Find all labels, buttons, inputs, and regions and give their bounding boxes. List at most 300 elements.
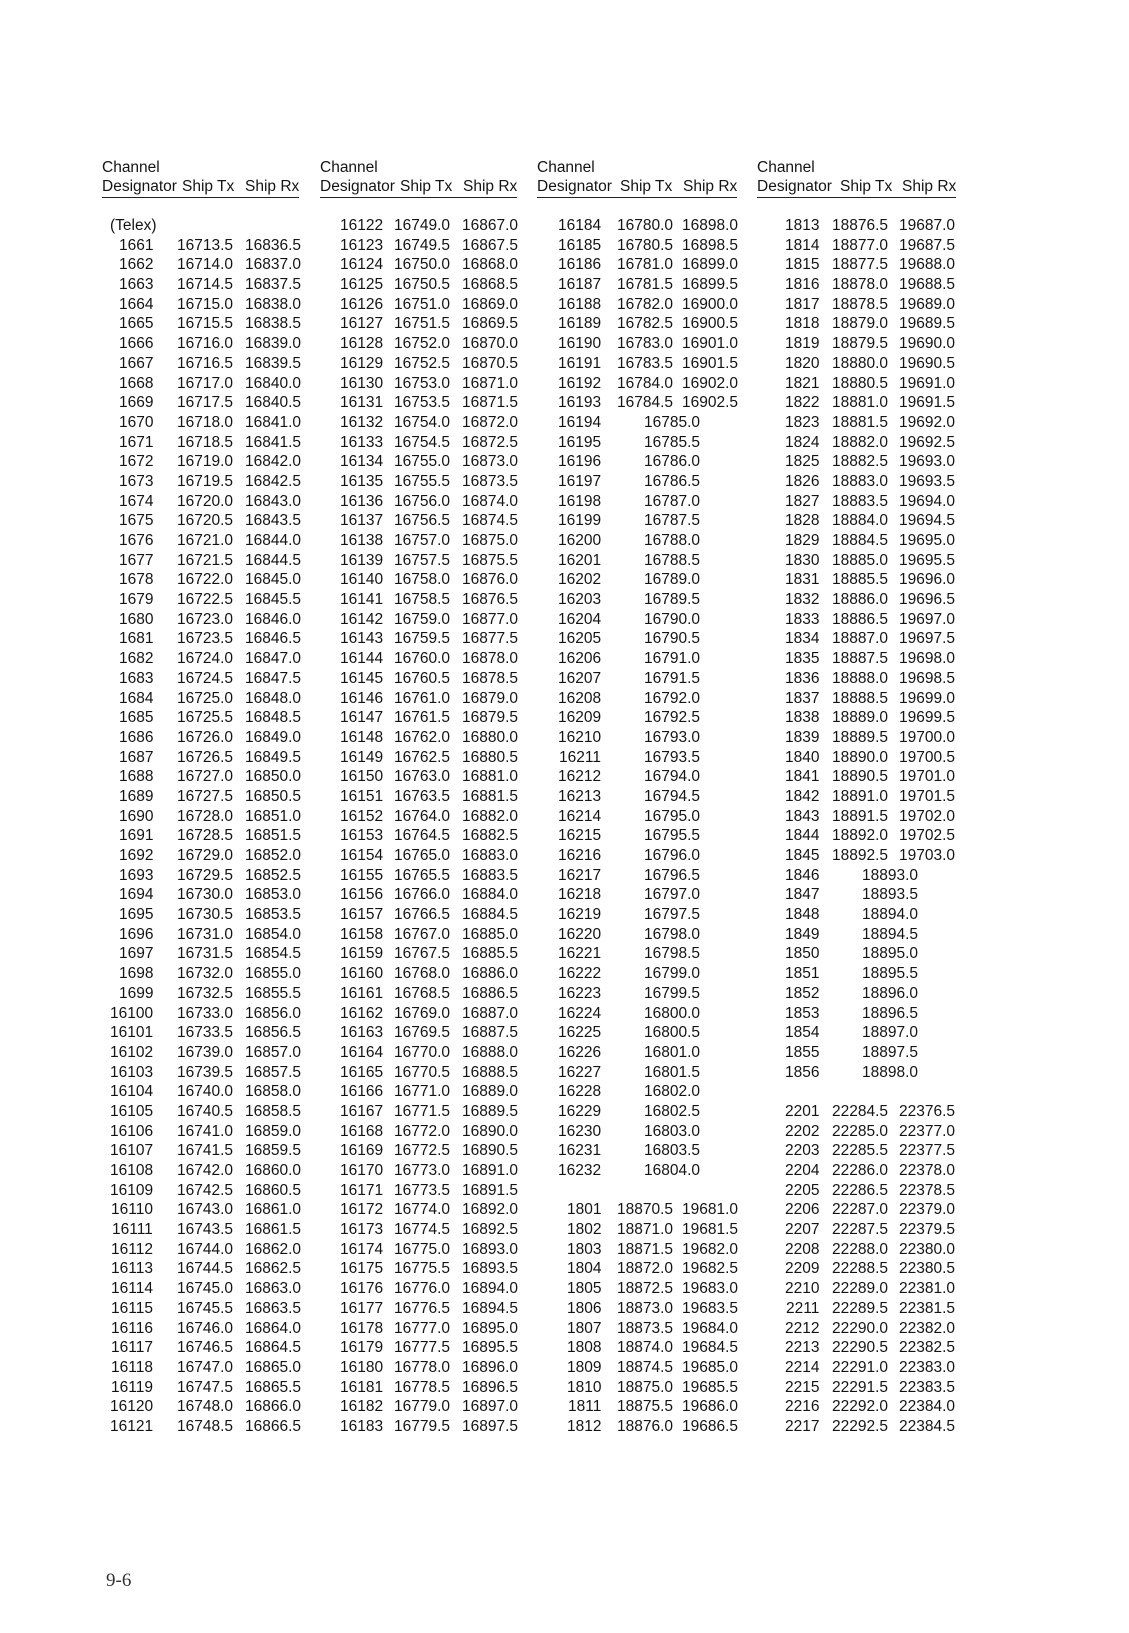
ship-rx-frequency: 19688.0 [899,256,956,274]
channel-designator: 1838 [785,709,820,727]
ship-tx-frequency: 18889.0 [832,709,889,727]
ship-tx-frequency: 16778.0 [394,1358,451,1376]
channel-designator: 16155 [340,866,384,884]
ship-tx-frequency: 16739.5 [177,1063,234,1081]
ship-tx-frequency: 16714.0 [177,256,234,274]
channel-designator: 16137 [340,512,384,530]
channel-designator: 1831 [785,571,820,589]
channel-designator: 16164 [340,1043,384,1061]
ship-tx-frequency: 16730.5 [177,906,234,924]
ship-tx-frequency: 18886.5 [832,610,889,628]
ship-tx-frequency: 16779.5 [394,1417,451,1435]
ship-rx-frequency: 16867.5 [462,236,519,254]
ship-tx-frequency: 16760.5 [394,669,451,687]
channel-designator: 16101 [110,1024,154,1042]
channel-designator: 16151 [340,787,384,805]
ship-tx-frequency: 16776.0 [394,1280,451,1298]
channel-designator: 1832 [785,591,820,609]
ship-rx-frequency: 22380.5 [899,1260,956,1278]
channel-designator: 16177 [340,1299,384,1317]
ship-tx-frequency: 16727.5 [177,787,234,805]
ship-tx-rx-frequency: 16791.0 [644,650,701,668]
channel-designator: 1806 [567,1299,602,1317]
ship-tx-rx-frequency: 16791.5 [644,669,701,687]
channel-designator: 1822 [785,394,820,412]
channel-designator: 2215 [785,1378,820,1396]
channel-designator: 16213 [558,787,602,805]
ship-rx-frequency: 16895.5 [462,1339,519,1357]
channel-designator: 16122 [340,217,384,234]
ship-tx-frequency: 16750.5 [394,276,451,294]
ship-tx-frequency: 18874.5 [617,1358,674,1376]
ship-rx-frequency: 22384.5 [899,1417,956,1435]
ship-rx-frequency: 16860.0 [245,1162,302,1179]
channel-designator: 16216 [558,847,602,864]
channel-designator: 1692 [119,847,154,864]
channel-designator: 16165 [340,1063,384,1081]
ship-rx-frequency: 19684.0 [682,1319,739,1337]
ship-rx-frequency: 16873.0 [462,453,519,471]
channel-designator: 16205 [558,630,602,648]
ship-rx-frequency: 16848.0 [245,689,302,707]
ship-tx-frequency: 18875.5 [617,1398,674,1416]
ship-tx-frequency: 16766.5 [394,906,451,924]
channel-designator: 1855 [785,1043,820,1061]
channel-designator: 1666 [119,335,154,353]
channel-designator: 1816 [785,276,820,294]
ship-tx-frequency: 18883.5 [832,492,889,510]
channel-designator: 16211 [559,748,601,766]
channel-designator: 16175 [340,1260,384,1278]
channel-designator: 1661 [119,236,154,254]
ship-rx-frequency: 16899.0 [682,256,739,274]
ship-rx-frequency: 22377.0 [899,1122,956,1140]
ship-rx-frequency: 16854.5 [245,945,302,963]
channel-designator: 1819 [785,335,820,353]
ship-tx-frequency: 16751.0 [394,295,451,313]
channel-designator: 16100 [110,1004,154,1022]
ship-tx-rx-frequency: 16790.5 [644,630,701,648]
channel-designator: 16226 [558,1043,602,1061]
ship-tx-frequency: 16778.5 [394,1378,451,1396]
ship-tx-frequency: 22285.5 [832,1142,889,1160]
channel-designator: 1673 [119,472,154,490]
ship-tx-rx-frequency: 16799.0 [644,965,701,983]
ship-tx-frequency: 16774.0 [394,1201,451,1219]
ship-tx-frequency: 16743.5 [177,1221,234,1239]
ship-tx-frequency: 16754.0 [394,413,451,431]
ship-rx-frequency: 16842.5 [245,472,302,490]
channel-designator: 1840 [785,748,820,766]
channel-designator: 16128 [340,335,384,353]
ship-rx-frequency: 16838.0 [245,295,302,313]
ship-tx-frequency: 16768.0 [394,965,451,983]
channel-designator: 1823 [785,413,820,431]
ship-rx-frequency: 19694.0 [899,492,956,510]
channel-designator: 16183 [340,1417,384,1435]
channel-designator: 1694 [119,886,154,904]
channel-designator: 16179 [340,1339,384,1357]
ship-tx-frequency: 16762.0 [394,728,451,746]
channel-designator: 1856 [785,1063,820,1081]
channel-designator: 1667 [119,354,154,372]
channel-designator: 1854 [785,1024,820,1042]
channel-designator: 16230 [558,1122,602,1140]
ship-tx-frequency: 18872.0 [617,1260,674,1278]
channel-designator: 1696 [119,925,154,943]
ship-tx-frequency: 16727.0 [177,768,234,786]
ship-rx-frequency: 16839.0 [245,335,302,353]
channel-designator: 16221 [558,945,602,963]
channel-designator: 1688 [119,768,154,786]
header-ship-tx: Ship Tx [620,178,673,195]
ship-rx-frequency: 16891.0 [462,1162,519,1179]
channel-designator: 16136 [340,492,384,510]
ship-rx-frequency: 22382.0 [899,1319,956,1337]
ship-rx-frequency: 16859.0 [245,1122,302,1140]
ship-tx-frequency: 18885.5 [832,571,889,589]
ship-tx-frequency: 16780.5 [617,236,674,254]
ship-rx-frequency: 16889.0 [462,1083,519,1101]
ship-rx-frequency: 16870.5 [462,354,519,372]
channel-designator: 1825 [785,453,820,471]
ship-rx-frequency: 16879.5 [462,709,519,727]
ship-rx-frequency: 16842.0 [245,453,302,471]
ship-rx-frequency: 19694.5 [899,512,956,530]
ship-tx-frequency: 16724.5 [177,669,234,687]
ship-rx-frequency: 16862.0 [245,1240,302,1258]
ship-tx-frequency: 22292.5 [832,1417,889,1435]
ship-rx-frequency: 16865.5 [245,1378,302,1396]
ship-tx-frequency: 16726.5 [177,748,234,766]
channel-designator: 1839 [785,728,820,746]
ship-tx-frequency: 18876.0 [617,1417,674,1435]
header-ship-tx: Ship Tx [400,178,453,195]
channel-designator: 16162 [340,1004,384,1022]
ship-rx-frequency: 22377.5 [899,1142,956,1160]
ship-tx-frequency: 16784.0 [617,374,674,392]
ship-tx-rx-frequency: 16798.0 [644,925,701,943]
channel-designator: 16154 [340,847,384,864]
ship-rx-frequency: 19690.0 [899,335,956,353]
ship-rx-frequency: 16883.0 [462,847,519,864]
ship-tx-frequency: 16767.0 [394,925,451,943]
ship-tx-frequency: 16756.0 [394,492,451,510]
ship-tx-frequency: 16716.5 [177,354,234,372]
ship-rx-frequency: 16889.5 [462,1102,519,1120]
channel-designator: 16143 [340,630,384,648]
ship-tx-frequency: 16753.5 [394,394,451,412]
ship-rx-frequency: 16898.5 [682,236,739,254]
ship-tx-frequency: 22284.5 [832,1102,889,1120]
ship-tx-rx-frequency: 16799.5 [644,984,701,1002]
ship-tx-frequency: 16751.5 [394,315,451,333]
ship-rx-frequency: 16894.0 [462,1280,519,1298]
ship-tx-frequency: 16719.5 [177,472,234,490]
ship-tx-frequency: 16730.0 [177,886,234,904]
column-group-4 [757,158,957,1435]
ship-rx-frequency: 16899.5 [682,276,739,294]
channel-designator: 16167 [340,1102,384,1120]
ship-tx-rx-frequency: 16803.0 [644,1122,701,1140]
ship-rx-frequency: 16843.5 [245,512,302,530]
ship-rx-frequency: 16866.5 [245,1417,302,1435]
ship-tx-frequency: 22287.5 [832,1221,889,1239]
channel-designator: 1851 [785,965,820,983]
ship-rx-frequency: 16871.0 [462,374,519,392]
ship-rx-frequency: 16840.0 [245,374,302,392]
ship-rx-frequency: 22383.5 [899,1378,956,1396]
ship-rx-frequency: 16892.5 [462,1221,519,1239]
channel-designator: 1826 [785,472,820,490]
channel-designator: 16231 [558,1142,602,1160]
ship-tx-frequency: 16715.5 [177,315,234,333]
ship-rx-frequency: 16849.5 [245,748,302,766]
channel-designator: 1835 [785,650,820,668]
ship-rx-frequency: 16870.0 [462,335,519,353]
ship-rx-frequency: 16856.0 [245,1004,302,1022]
channel-designator: 2204 [785,1162,820,1179]
ship-rx-frequency: 19690.5 [899,354,956,372]
channel-designator: 16110 [111,1201,153,1219]
ship-tx-frequency: 18888.0 [832,669,889,687]
ship-tx-frequency: 16726.0 [177,728,234,746]
ship-rx-frequency: 19695.5 [899,551,956,569]
ship-tx-frequency: 16775.0 [394,1240,451,1258]
ship-rx-frequency: 16845.5 [245,591,302,609]
channel-designator: 1828 [785,512,820,530]
ship-rx-frequency: 19695.0 [899,532,956,549]
ship-tx-frequency: 16719.0 [177,453,234,471]
ship-tx-frequency: 22286.0 [832,1162,889,1179]
channel-designator: 16144 [340,650,384,668]
ship-tx-frequency: 18878.5 [832,295,889,313]
channel-designator: 16130 [340,374,384,392]
ship-tx-frequency: 16724.0 [177,650,234,668]
ship-rx-frequency: 16861.5 [245,1221,302,1239]
ship-rx-frequency: 16844.5 [245,551,302,569]
ship-tx-frequency: 16725.0 [177,689,234,707]
ship-rx-frequency: 16875.0 [462,532,519,549]
ship-tx-frequency: 18880.0 [832,354,889,372]
ship-tx-frequency: 22290.0 [832,1319,889,1337]
ship-rx-frequency: 16878.0 [462,650,519,668]
ship-rx-frequency: 22381.0 [899,1280,956,1298]
channel-designator: 16206 [558,650,602,668]
ship-tx-rx-frequency: 16786.0 [644,453,701,471]
ship-tx-rx-frequency: 16801.5 [644,1063,701,1081]
header-designator: Designator [757,178,832,195]
ship-tx-frequency: 16783.0 [617,335,674,353]
channel-designator: 1670 [119,413,154,431]
ship-rx-frequency: 16837.5 [245,276,302,294]
ship-tx-frequency: 22289.5 [832,1299,889,1317]
ship-rx-frequency: 16882.5 [462,827,519,845]
channel-designator: 16152 [340,807,384,825]
channel-designator: 16180 [340,1358,384,1376]
channel-designator: 2203 [785,1142,820,1160]
ship-tx-frequency: 22288.5 [832,1260,889,1278]
ship-tx-rx-frequency: 18896.5 [862,1004,919,1022]
ship-rx-frequency: 19701.0 [899,768,956,786]
channel-designator: 1679 [119,591,154,609]
ship-rx-frequency: 16867.0 [462,217,519,234]
ship-tx-frequency: 16780.0 [617,217,674,234]
ship-rx-frequency: 19697.5 [899,630,956,648]
ship-rx-frequency: 16839.5 [245,354,302,372]
ship-tx-frequency: 18875.0 [617,1378,674,1396]
channel-designator: 1680 [119,610,154,628]
ship-tx-frequency: 16722.0 [177,571,234,589]
ship-rx-frequency: 16872.0 [462,413,519,431]
channel-designator: 16158 [340,925,384,943]
ship-tx-frequency: 16757.5 [394,551,451,569]
ship-rx-frequency: 22379.5 [899,1221,956,1239]
ship-rx-frequency: 16885.0 [462,925,519,943]
channel-designator: 1842 [785,787,820,805]
ship-rx-frequency: 16838.5 [245,315,302,333]
ship-tx-frequency: 16714.5 [177,276,234,294]
ship-tx-frequency: 16764.5 [394,827,451,845]
ship-rx-frequency: 19699.5 [899,709,956,727]
channel-designator: 16146 [340,689,384,707]
channel-designator: 16134 [340,453,384,471]
ship-rx-frequency: 16836.5 [245,236,302,254]
channel-designator: 16145 [340,669,384,687]
ship-tx-frequency: 16758.5 [394,591,451,609]
ship-tx-frequency: 16747.0 [177,1358,234,1376]
channel-designator: 16112 [111,1240,153,1258]
channel-designator: 16147 [340,709,384,727]
ship-tx-frequency: 22289.0 [832,1280,889,1298]
ship-tx-rx-frequency: 18896.0 [862,984,919,1002]
ship-tx-frequency: 18877.5 [832,256,889,274]
ship-rx-frequency: 16855.0 [245,965,302,983]
ship-tx-frequency: 18871.5 [617,1240,674,1258]
channel-designator: 1853 [785,1004,820,1022]
ship-tx-frequency: 18881.0 [832,394,889,412]
channel-designator: 1669 [119,394,154,412]
channel-designator: 16219 [558,906,602,924]
channel-designator: 1802 [567,1221,602,1239]
ship-rx-frequency: 16874.5 [462,512,519,530]
header-ship-rx: Ship Rx [463,178,518,195]
ship-rx-frequency: 19698.5 [899,669,956,687]
ship-rx-frequency: 16883.5 [462,866,519,884]
header-ship-rx: Ship Rx [683,178,738,195]
channel-designator: 16190 [558,335,602,353]
channel-designator: 16214 [558,807,602,825]
ship-rx-frequency: 16891.5 [462,1181,519,1199]
channel-designator: 16217 [558,866,602,884]
channel-designator: 16131 [340,394,384,412]
ship-tx-frequency: 16783.5 [617,354,674,372]
channel-designator: 16194 [558,413,602,431]
ship-tx-frequency: 16732.5 [177,984,234,1002]
channel-designator: 16115 [111,1299,153,1317]
ship-rx-frequency: 19693.0 [899,453,956,471]
ship-rx-frequency: 19697.0 [899,610,956,628]
ship-tx-frequency: 16721.0 [177,532,234,549]
ship-rx-frequency: 19689.0 [899,295,956,313]
header-ship-tx: Ship Tx [840,178,893,195]
ship-tx-frequency: 16748.0 [177,1398,234,1416]
ship-rx-frequency: 19692.0 [899,413,956,431]
ship-rx-frequency: 16901.5 [682,354,739,372]
ship-rx-frequency: 16894.5 [462,1299,519,1317]
channel-designator: 16166 [340,1083,384,1101]
ship-rx-frequency: 16878.5 [462,669,519,687]
ship-rx-frequency: 16902.0 [682,374,739,392]
ship-tx-frequency: 22291.5 [832,1378,889,1396]
ship-tx-frequency: 16740.5 [177,1102,234,1120]
header-designator: Designator [102,178,177,195]
channel-designator: 1668 [119,374,154,392]
ship-rx-frequency: 16871.5 [462,394,519,412]
ship-tx-frequency: 16733.0 [177,1004,234,1022]
ship-rx-frequency: 22380.0 [899,1240,956,1258]
ship-rx-frequency: 16846.0 [245,610,302,628]
ship-tx-frequency: 18876.5 [832,217,889,234]
ship-tx-frequency: 16760.0 [394,650,451,668]
header-row [757,177,956,198]
channel-designator: 2210 [785,1280,820,1298]
ship-tx-frequency: 16770.5 [394,1063,451,1081]
ship-tx-rx-frequency: 16800.0 [644,1004,701,1022]
ship-rx-frequency: 16852.5 [245,866,302,884]
ship-tx-frequency: 16784.5 [617,394,674,412]
channel-designator: 16202 [558,571,602,589]
channel-designator: 2206 [785,1201,820,1219]
channel-designator: 1808 [567,1339,602,1357]
ship-rx-frequency: 16902.5 [682,394,739,412]
channel-designator: 1849 [785,925,820,943]
ship-rx-frequency: 22379.0 [899,1201,956,1219]
ship-tx-frequency: 16750.0 [394,256,451,274]
ship-tx-frequency: 22285.0 [832,1122,889,1140]
ship-rx-frequency: 19681.0 [682,1201,739,1219]
ship-tx-frequency: 16745.0 [177,1280,234,1298]
channel-designator: 16106 [110,1122,154,1140]
ship-tx-frequency: 18873.0 [617,1299,674,1317]
ship-rx-frequency: 16850.5 [245,787,302,805]
channel-designator: 16160 [340,965,384,983]
ship-tx-frequency: 16716.0 [177,335,234,353]
ship-rx-frequency: 19691.5 [899,394,956,412]
ship-tx-frequency: 16768.5 [394,984,451,1002]
ship-tx-frequency: 16782.0 [617,295,674,313]
ship-tx-frequency: 16766.0 [394,886,451,904]
channel-designator: 16169 [340,1142,384,1160]
ship-tx-frequency: 22291.0 [832,1358,889,1376]
header-channel: Channel [757,159,815,176]
channel-designator: 16218 [558,886,602,904]
ship-rx-frequency: 16886.0 [462,965,519,983]
channel-designator: 16181 [340,1378,384,1396]
header-ship-rx: Ship Rx [902,178,957,195]
channel-designator: 16123 [340,236,384,254]
channel-designator: 1695 [119,906,154,924]
header-designator: Designator [537,178,612,195]
ship-rx-frequency: 19687.0 [899,217,956,234]
channel-designator: 1821 [785,374,820,392]
channel-designator: 2202 [785,1122,820,1140]
ship-rx-frequency: 19702.5 [899,827,956,845]
ship-tx-frequency: 16729.0 [177,847,234,864]
ship-rx-frequency: 19692.5 [899,433,956,451]
channel-designator: 16222 [558,965,602,983]
channel-designator: 2216 [785,1398,820,1416]
